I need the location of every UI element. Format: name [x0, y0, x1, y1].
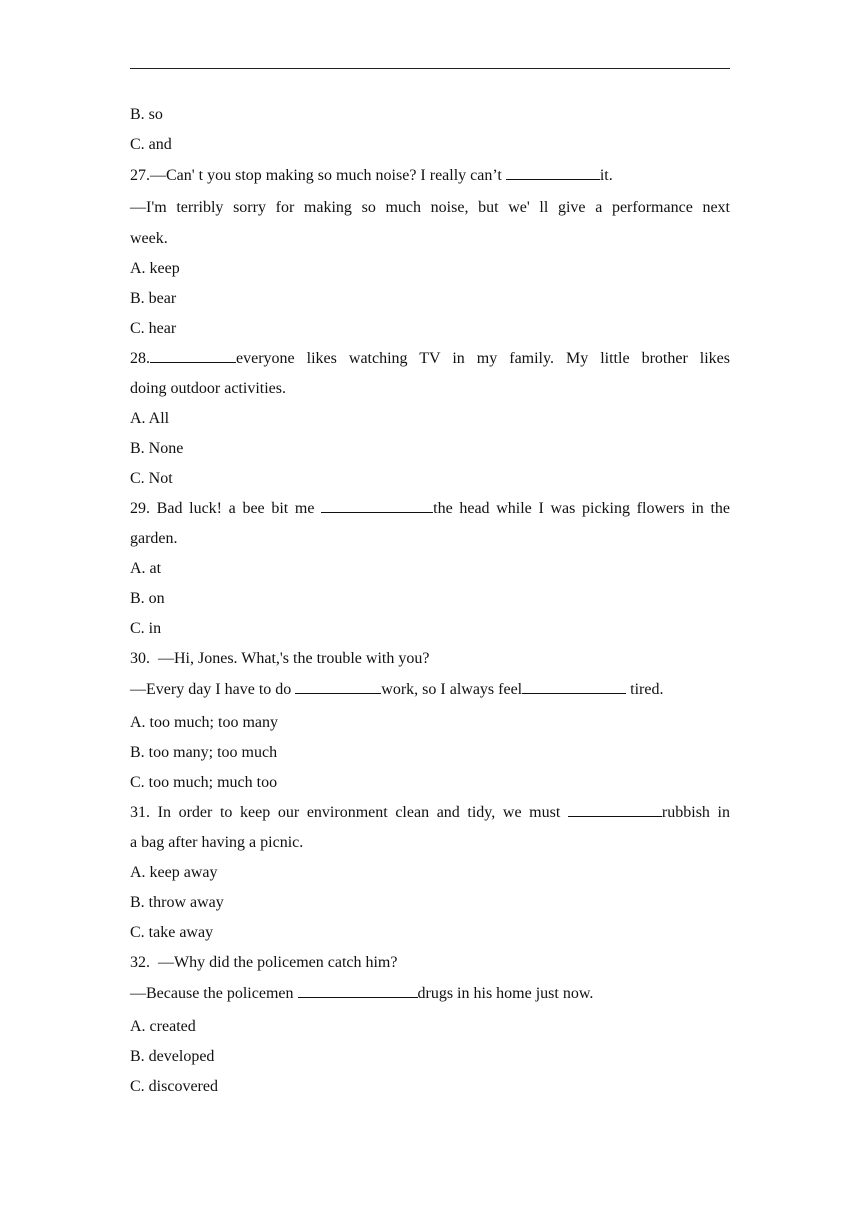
option-a-q28: A. All — [130, 410, 170, 427]
question-29-text: 29. Bad luck! a bee bit me — [130, 500, 322, 517]
option-c-q28: C. Not — [130, 470, 173, 487]
option-c-q32: C. discovered — [130, 1078, 218, 1095]
question-29 — [130, 494, 730, 524]
option-c-q31: C. take away — [130, 924, 214, 941]
question-27-text-end: it. — [599, 167, 613, 184]
question-27-reply-cont: week. — [130, 230, 168, 247]
header-rule — [130, 68, 730, 69]
question-30: 30. —Hi, Jones. What,'s the trouble with you? — [130, 650, 430, 667]
exam-page-content — [130, 100, 730, 1102]
option-b-q32: B. developed — [130, 1048, 215, 1065]
question-28-number: 28. — [130, 350, 150, 367]
option-a-q32: A. created — [130, 1018, 196, 1035]
answer-blank — [522, 678, 626, 694]
question-32: 32. —Why did the policemen catch him? — [130, 954, 398, 971]
question-30-reply-text: —Every day I have to do — [130, 681, 296, 698]
question-32-reply — [130, 978, 730, 1010]
option-a-q27: A. keep — [130, 260, 180, 277]
option-b-q31: B. throw away — [130, 894, 224, 911]
question-30-reply — [130, 674, 730, 706]
question-31-text: 31. In order to keep our environment clean and tidy, we must — [130, 804, 568, 821]
answer-blank — [568, 801, 662, 817]
question-31 — [130, 798, 730, 828]
option-c-q27: C. hear — [130, 320, 177, 337]
question-30-reply-end: tired. — [626, 681, 664, 698]
option-a-q30: A. too much; too many — [130, 714, 278, 731]
question-32-reply-text: —Because the policemen — [130, 985, 298, 1002]
question-32-reply-end: drugs in his home just now. — [417, 985, 594, 1002]
option-b-q28: B. None — [130, 440, 184, 457]
question-28 — [130, 344, 730, 374]
option-c-q29: C. in — [130, 620, 162, 637]
question-31-text-end: rubbish in — [661, 804, 730, 821]
option-b-q26: B. so — [130, 106, 163, 123]
option-c-q30: C. too much; much too — [130, 774, 278, 791]
option-b-q30: B. too many; too much — [130, 744, 278, 761]
question-28-text: everyone likes watching TV in my family. My little brother likes — [236, 350, 730, 367]
answer-blank — [298, 982, 418, 998]
answer-blank — [321, 497, 433, 513]
option-c-q26: C. and — [130, 136, 172, 153]
option-a-q29: A. at — [130, 560, 162, 577]
question-27-text: 27.—Can' t you stop making so much noise? I really can’t — [130, 167, 506, 184]
answer-blank — [150, 347, 236, 363]
question-28-cont: doing outdoor activities. — [130, 380, 286, 397]
option-a-q31: A. keep away — [130, 864, 218, 881]
answer-blank — [295, 678, 381, 694]
question-29-text-end: the head while I was picking flowers in the — [433, 500, 731, 517]
question-29-cont: garden. — [130, 530, 178, 547]
option-b-q29: B. on — [130, 590, 165, 607]
question-31-cont: a bag after having a picnic. — [130, 834, 304, 851]
question-27 — [130, 160, 730, 192]
question-30-reply-mid: work, so I always feel — [381, 681, 523, 698]
question-27-reply: —I'm terribly sorry for making so much noise, but we' ll give a performance next — [130, 199, 730, 216]
option-b-q27: B. bear — [130, 290, 177, 307]
answer-blank — [506, 164, 600, 180]
